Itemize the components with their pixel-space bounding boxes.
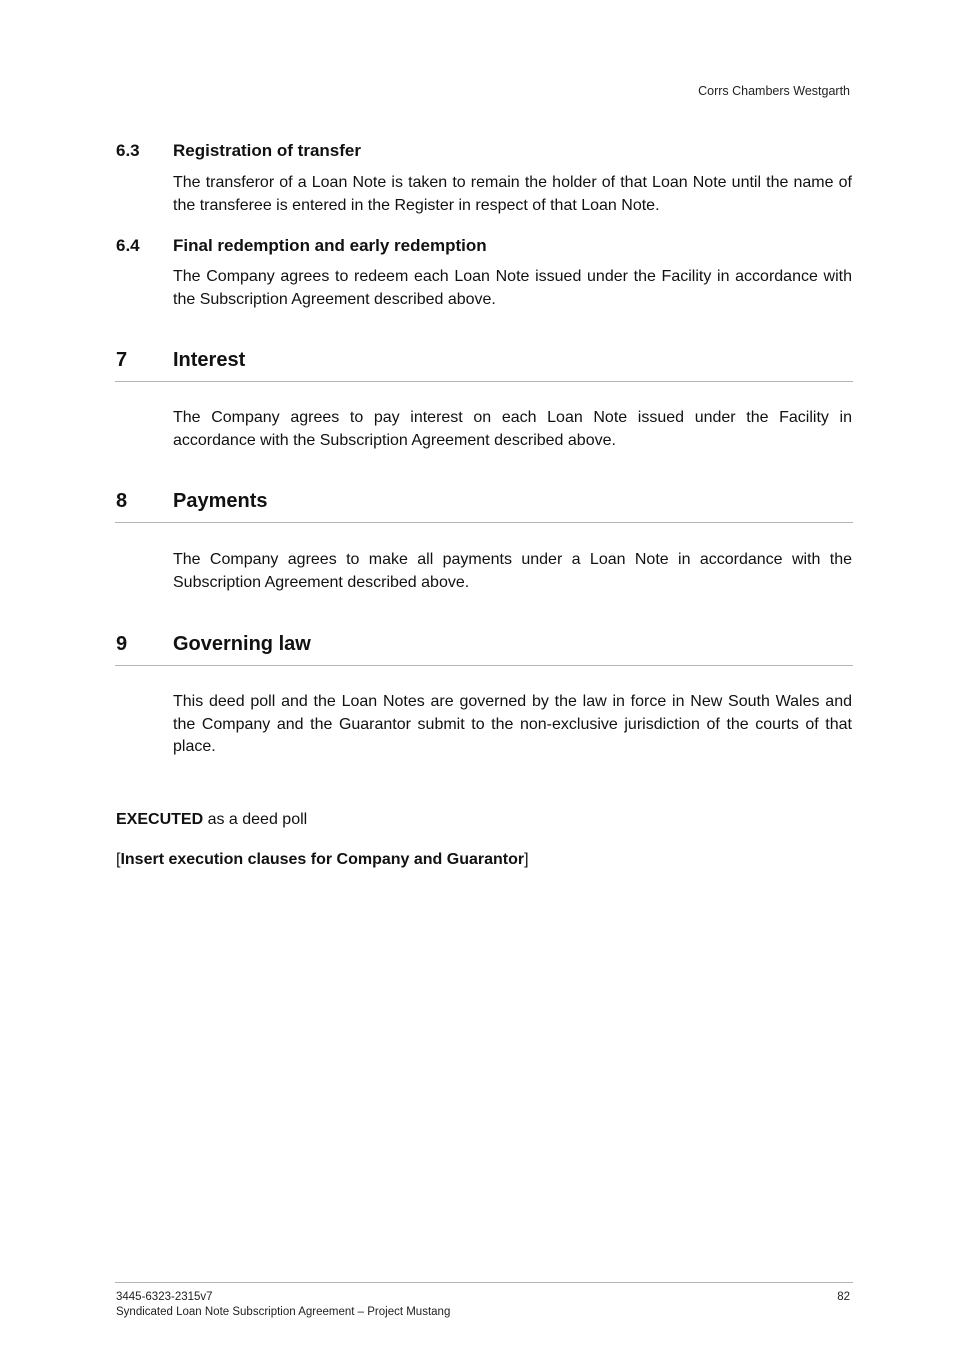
header-firm-name: Corrs Chambers Westgarth <box>698 84 850 98</box>
executed-statement <box>116 811 307 829</box>
bracket-close: ] <box>524 851 529 868</box>
section-9-number: 9 <box>116 633 128 655</box>
section-9-divider <box>115 665 853 666</box>
section-7-title: Interest <box>173 349 246 371</box>
section-9-title: Governing law <box>173 633 311 655</box>
section-7-divider <box>115 381 853 382</box>
executed-label: EXECUTED <box>116 811 204 828</box>
section-9-body: This deed poll and the Loan Notes are governed by the law in force in New South Wales and the Company and the Guarantor submit to the non-exclusive jurisdiction of the courts of that place. <box>173 693 852 755</box>
clause-6-3-title: Registration of transfer <box>173 141 361 160</box>
clause-6-3-number: 6.3 <box>116 141 140 160</box>
bracket-open: [ <box>116 851 121 868</box>
footer-doc-id: 3445-6323-2315v7 <box>116 1291 213 1303</box>
execution-clauses-placeholder <box>116 851 529 869</box>
footer-page-number: 82 <box>837 1291 850 1303</box>
footer-divider <box>115 1282 853 1283</box>
section-7-number: 7 <box>116 349 128 371</box>
clause-6-4-number: 6.4 <box>116 236 140 255</box>
executed-rest: as a deed poll <box>203 811 308 828</box>
section-8-body: The Company agrees to make all payments under a Loan Note in accordance with the Subscription Agreement described above. <box>173 551 852 591</box>
clause-6-4-body: The Company agrees to redeem each Loan Note issued under the Facility in accordance with the Subscription Agreement described above. <box>173 268 852 308</box>
section-8-divider <box>115 522 853 523</box>
section-7-body: The Company agrees to pay interest on each Loan Note issued under the Facility in accordance with the Subscription Agreement described above. <box>173 409 852 449</box>
clause-6-4-title: Final redemption and early redemption <box>173 236 487 255</box>
footer-doc-title: Syndicated Loan Note Subscription Agreement – Project Mustang <box>116 1306 451 1318</box>
section-8-number: 8 <box>116 490 128 512</box>
section-8-title: Payments <box>173 490 268 512</box>
clause-6-3-body: The transferor of a Loan Note is taken to remain the holder of that Loan Note until the name of the transferee is entered in the Register in respect of that Loan Note. <box>173 174 852 214</box>
insert-execution-text: Insert execution clauses for Company and Guarantor <box>120 851 525 868</box>
